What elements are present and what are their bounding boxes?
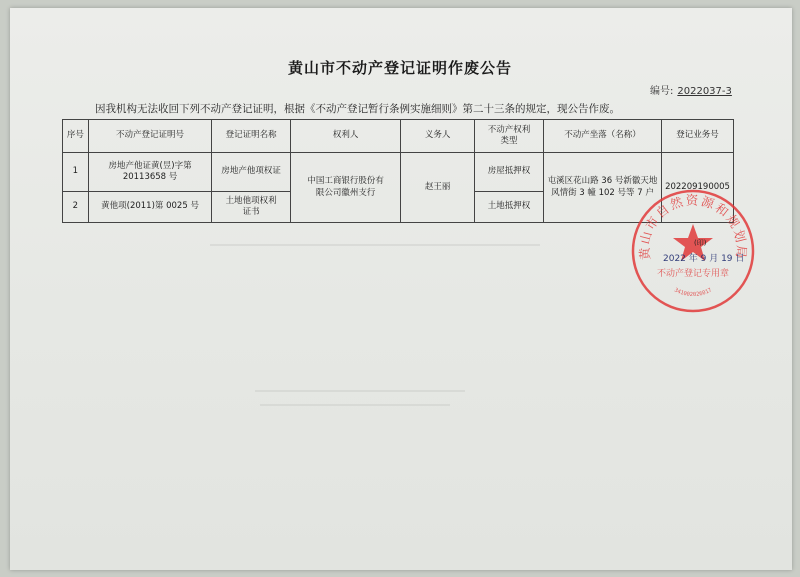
header-right-type-line1: 不动产权利 <box>487 124 531 135</box>
obligee-cell <box>291 153 401 223</box>
bleed-through-mark <box>255 390 465 392</box>
obligor-cell: 赵王丽 <box>401 153 475 223</box>
biz-no-cell: 202209190005 <box>662 153 734 223</box>
notice-date: 2022 年 9 月 19 日 <box>663 254 745 264</box>
header-cert-no: 不动产登记证明号 <box>88 120 212 153</box>
seal-ring-textpath: 黄山市自然资源和规划局 <box>636 192 750 261</box>
row2-seq: 2 <box>63 192 89 223</box>
location-line2: 风情街 3 幢 102 号等 7 户 <box>551 187 654 198</box>
intro-paragraph: 因我机构无法收回下列不动产登记证明，根据《不动产登记暂行条例实施细则》第二十三条的规定，现公告作废。 <box>95 103 620 115</box>
row2-cert-name <box>212 192 291 223</box>
header-location: 不动产坐落（名称） <box>543 120 661 153</box>
document-number-value: 2022037-3 <box>677 86 732 97</box>
row2-right-type: 土地抵押权 <box>474 192 543 223</box>
header-obligee: 权利人 <box>291 120 401 153</box>
row2-cert-name-line2: 证书 <box>242 207 260 217</box>
header-right-type <box>474 120 543 153</box>
seal-center-text: 不动产登记专用章 <box>656 269 730 279</box>
obligee-line1: 中国工商银行股份有 <box>307 176 384 187</box>
seal-code-text <box>673 287 713 298</box>
row1-cert-no-line1: 房地产他证黄(昱)字第 <box>108 160 192 171</box>
document-number-label: 编号: <box>650 86 674 97</box>
row2-cert-no: 黄他项(2011)第 0025 号 <box>88 192 212 223</box>
row1-cert-name: 房地产他项权证 <box>212 153 291 192</box>
page-title: 黄山市不动产登记证明作废公告 <box>287 59 512 77</box>
bleed-through-mark <box>260 404 450 406</box>
seal-print-mark: (印) <box>694 239 707 247</box>
header-right-type-line2: 类型 <box>500 136 518 146</box>
table-header-row <box>63 120 734 153</box>
header-seq: 序号 <box>63 120 89 153</box>
document-number <box>650 82 732 97</box>
seal-code-textpath: 341002026017 <box>673 287 713 299</box>
header-cert-name: 登记证明名称 <box>212 120 291 153</box>
location-line1: 屯溪区花山路 36 号新徽天地 <box>547 176 658 187</box>
row1-seq: 1 <box>63 153 89 192</box>
bleed-through-mark <box>210 244 540 246</box>
row1-cert-no <box>88 153 212 192</box>
row2-cert-name-line1: 土地他项权利 <box>225 195 277 206</box>
header-obligor: 义务人 <box>401 120 475 153</box>
obligee-line2: 限公司徽州支行 <box>315 187 376 198</box>
row1-cert-no-line2: 20113658 号 <box>122 172 178 182</box>
header-biz-no: 登记业务号 <box>662 120 734 153</box>
row1-right-type: 房屋抵押权 <box>474 153 543 192</box>
